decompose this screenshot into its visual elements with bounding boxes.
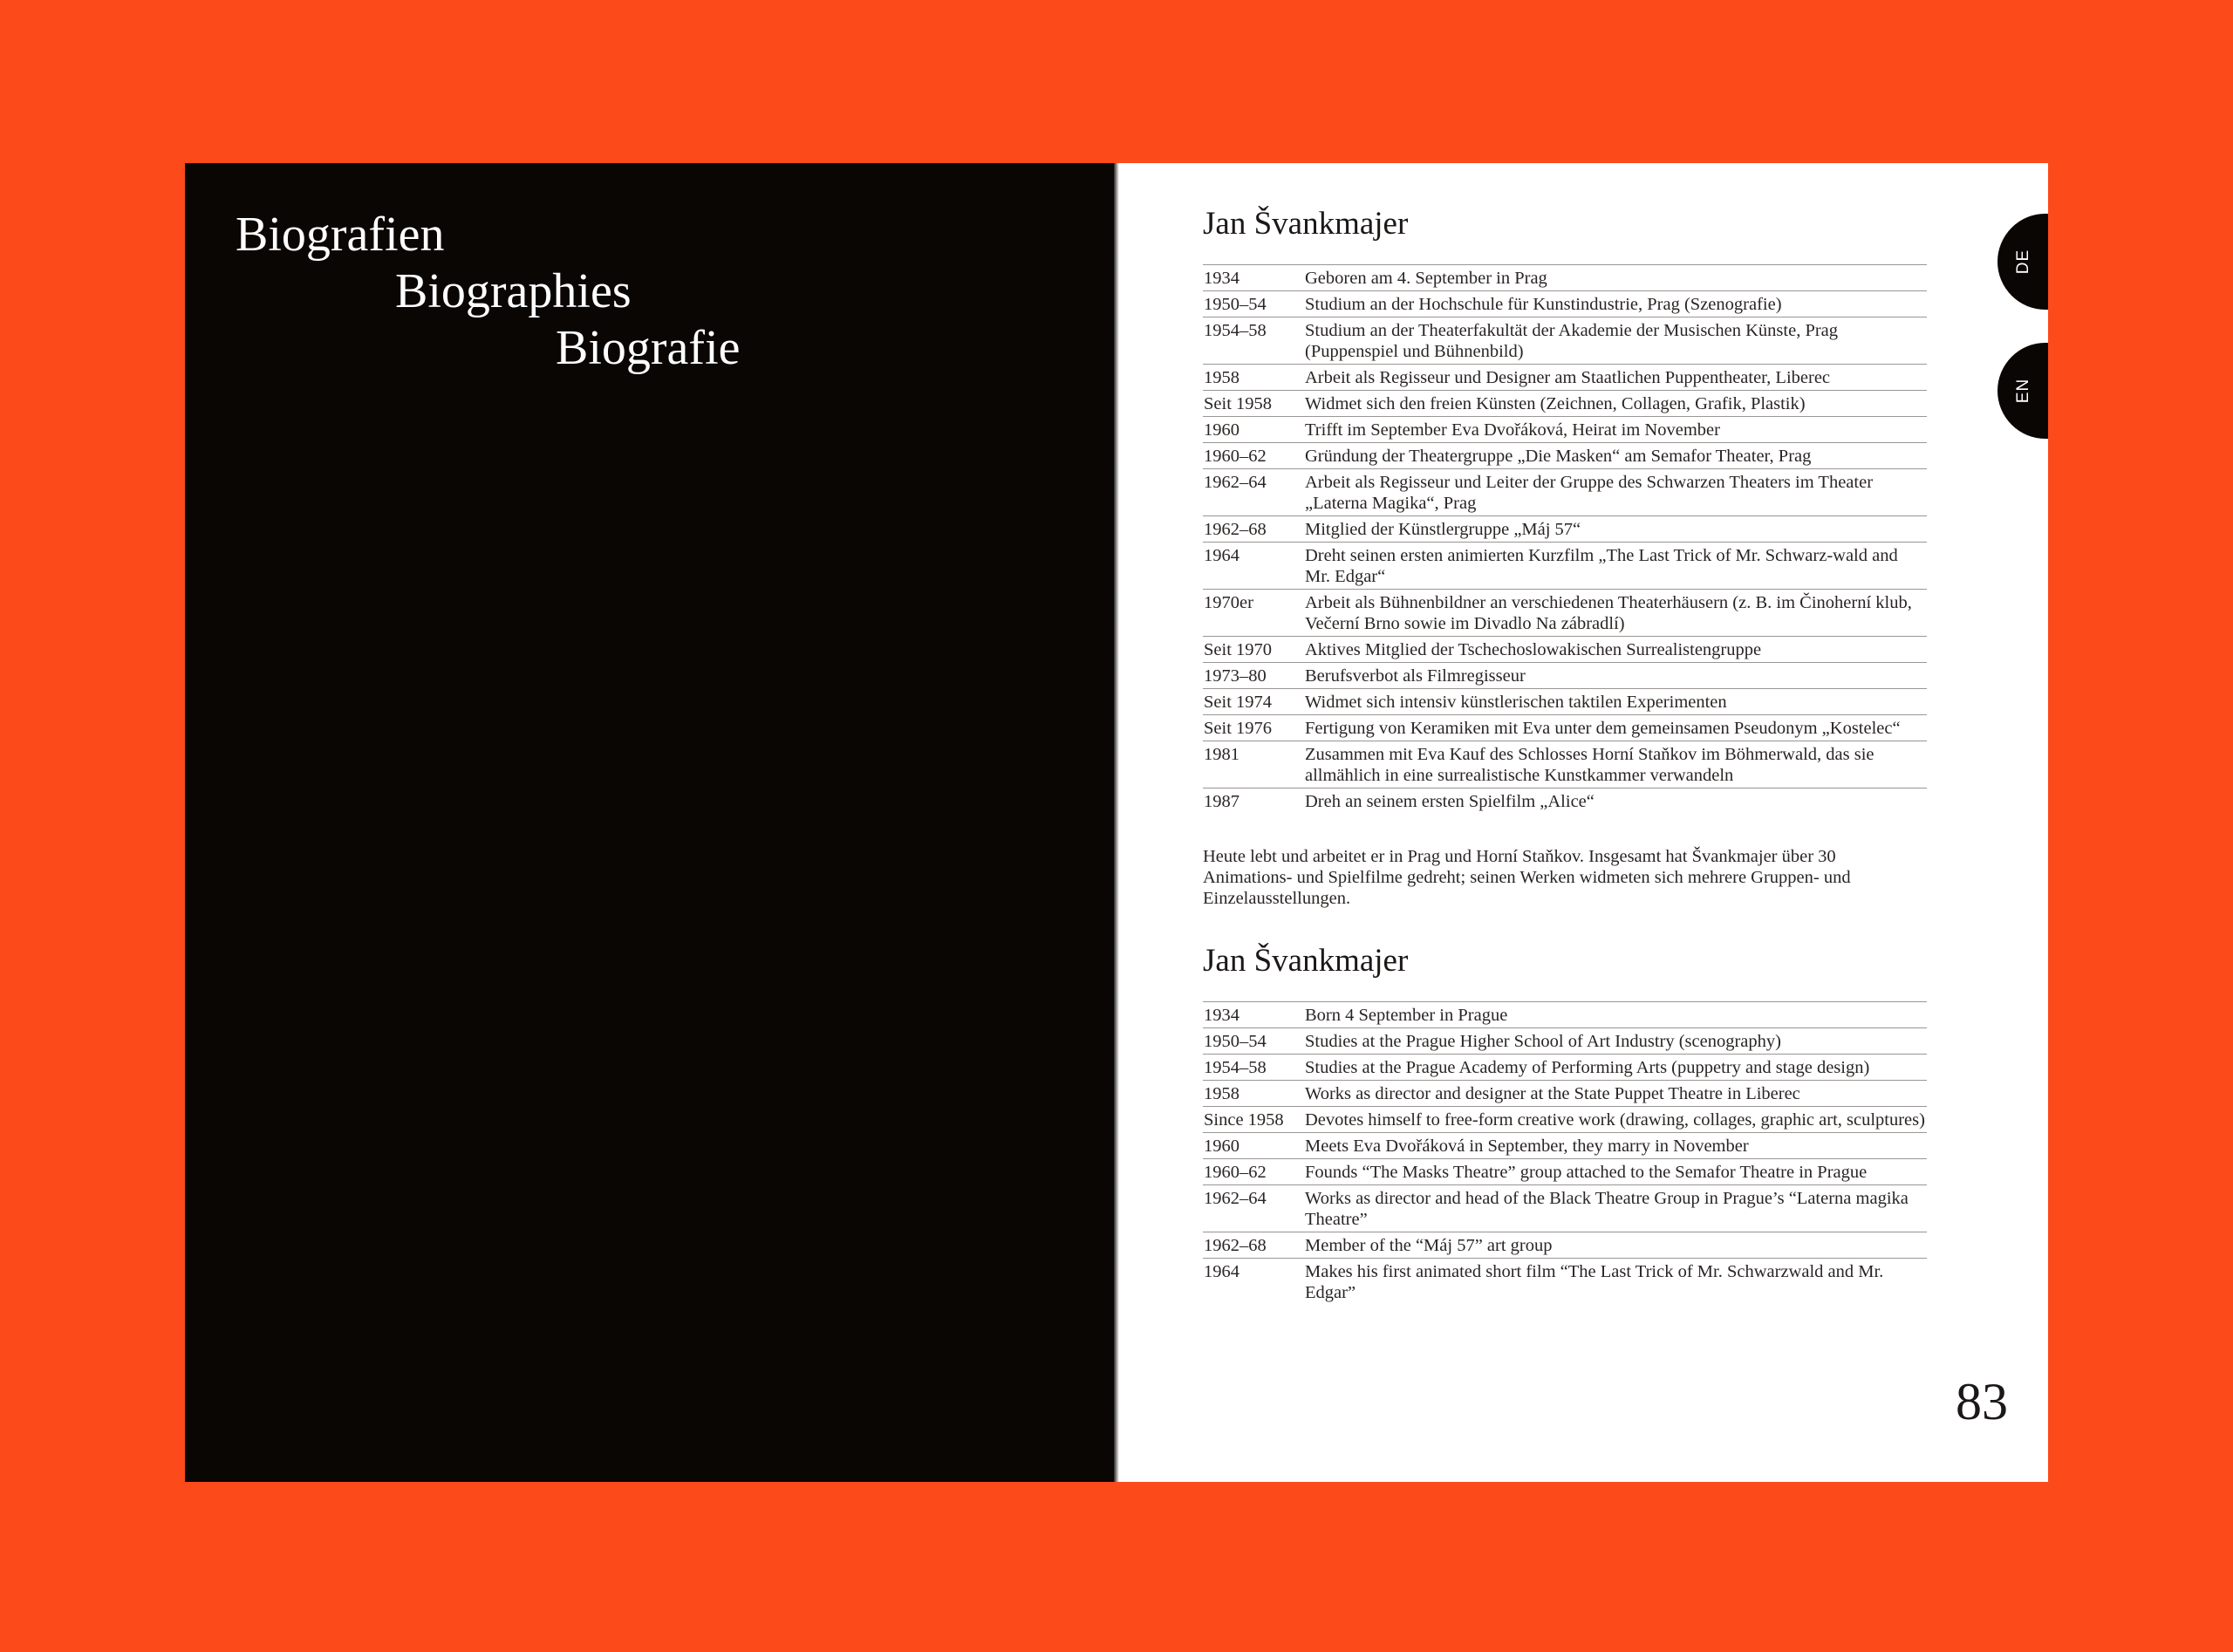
timeline-year: 1954–58	[1204, 1058, 1267, 1077]
timeline-text: Member of the “Máj 57” art group	[1305, 1236, 1553, 1255]
left-page	[185, 163, 1114, 1482]
timeline-row	[1203, 1159, 1927, 1185]
german-timeline-table	[1203, 264, 1927, 814]
timeline-text: Fertigung von Keramiken mit Eva unter dem gemeinsamen Pseudonym „Kostelec“	[1305, 719, 1901, 738]
language-tab-en[interactable]	[1997, 343, 2048, 439]
timeline-row	[1203, 1107, 1927, 1133]
timeline-row	[1203, 417, 1927, 443]
timeline-row	[1203, 443, 1927, 469]
timeline-text: Meets Eva Dvořáková in September, they marry in November	[1305, 1137, 1749, 1156]
timeline-year: 1954–58	[1204, 321, 1267, 340]
title-czech: Biografie	[556, 321, 741, 375]
timeline-year: 1964	[1204, 546, 1239, 565]
timeline-row	[1203, 265, 1927, 291]
timeline-year: 1987	[1204, 792, 1239, 811]
timeline-text: Arbeit als Regisseur und Leiter der Gruppe des Schwarzen Theaters im Theater „Laterna Magika“, Prag	[1305, 473, 1874, 513]
timeline-text: Born 4 September in Prague	[1305, 1006, 1508, 1025]
timeline-text: Studium an der Hochschule für Kunstindustrie, Prag (Szenografie)	[1305, 295, 1782, 314]
title-english: Biographies	[395, 264, 632, 318]
timeline-text: Aktives Mitglied der Tschechoslowakischen Surrealistengruppe	[1305, 640, 1762, 659]
timeline-row	[1203, 715, 1927, 741]
timeline-year: 1950–54	[1204, 1032, 1267, 1051]
timeline-row	[1203, 317, 1927, 365]
timeline-text: Founds “The Masks Theatre” group attached to the Semafor Theatre in Prague	[1305, 1163, 1868, 1182]
timeline-text: Trifft im September Eva Dvořáková, Heirat im November	[1305, 420, 1720, 440]
timeline-text: Makes his first animated short film “The Last Trick of Mr. Schwarzwald and Mr. Edgar”	[1305, 1262, 1884, 1302]
timeline-row	[1203, 1133, 1927, 1159]
timeline-year: 1964	[1204, 1262, 1239, 1281]
timeline-year: Seit 1958	[1204, 394, 1273, 413]
timeline-row	[1203, 543, 1927, 590]
timeline-year: 1958	[1204, 1084, 1239, 1103]
timeline-year: Since 1958	[1204, 1110, 1284, 1130]
timeline-row	[1203, 689, 1927, 715]
timeline-text: Works as director and head of the Black Theatre Group in Prague’s “Laterna magika Theatre”	[1305, 1189, 1909, 1229]
timeline-text: Zusammen mit Eva Kauf des Schlosses Horní Staňkov im Böhmerwald, das sie allmählich in eine surrealistische Kunstkammer verwandeln	[1305, 745, 1874, 785]
timeline-row	[1203, 391, 1927, 417]
timeline-text: Dreh an seinem ersten Spielfilm „Alice“	[1305, 792, 1595, 811]
timeline-text: Gründung der Theatergruppe „Die Masken“ am Semafor Theater, Prag	[1305, 447, 1812, 466]
timeline-year: 1973–80	[1204, 666, 1267, 686]
page-number: 83	[1956, 1373, 2008, 1430]
timeline-row	[1203, 637, 1927, 663]
timeline-text: Studies at the Prague Higher School of Art Industry (scenography)	[1305, 1032, 1781, 1051]
timeline-row	[1203, 1259, 1927, 1305]
language-tab-label: DE	[2014, 249, 2033, 275]
timeline-text: Mitglied der Künstlergruppe „Máj 57“	[1305, 520, 1581, 539]
timeline-row	[1203, 469, 1927, 516]
timeline-year: 1960–62	[1204, 1163, 1267, 1182]
timeline-row	[1203, 788, 1927, 814]
timeline-year: 1981	[1204, 745, 1239, 764]
timeline-text: Studies at the Prague Academy of Performing Arts (puppetry and stage design)	[1305, 1058, 1870, 1077]
timeline-year: Seit 1974	[1204, 693, 1273, 712]
timeline-year: 1962–68	[1204, 1236, 1267, 1255]
timeline-year: 1960–62	[1204, 447, 1267, 466]
timeline-text: Dreht seinen ersten animierten Kurzfilm „The Last Trick of Mr. Schwarz-wald and Mr. Edgar“	[1305, 546, 1898, 586]
german-section-title: Jan Švankmajer	[1203, 206, 1409, 242]
timeline-text: Berufsverbot als Filmregisseur	[1305, 666, 1526, 686]
right-page	[1119, 163, 2048, 1482]
timeline-text: Arbeit als Regisseur und Designer am Staatlichen Puppentheater, Liberec	[1305, 368, 1831, 387]
timeline-year: 1962–64	[1204, 473, 1267, 492]
timeline-year: 1970er	[1204, 593, 1253, 612]
timeline-year: 1934	[1204, 1006, 1239, 1025]
timeline-text: Widmet sich den freien Künsten (Zeichnen, Collagen, Grafik, Plastik)	[1305, 394, 1806, 413]
timeline-year: 1958	[1204, 368, 1239, 387]
timeline-row	[1203, 1002, 1927, 1028]
timeline-row	[1203, 590, 1927, 637]
language-tab-de[interactable]	[1997, 214, 2048, 310]
timeline-row	[1203, 1028, 1927, 1055]
timeline-row	[1203, 291, 1927, 317]
book-spread	[185, 163, 2048, 1482]
timeline-row	[1203, 1185, 1927, 1232]
timeline-year: 1960	[1204, 1137, 1239, 1156]
language-tab-label: EN	[2014, 378, 2033, 404]
timeline-year: 1960	[1204, 420, 1239, 440]
timeline-text: Devotes himself to free-form creative work (drawing, collages, graphic art, sculptures)	[1305, 1110, 1925, 1130]
timeline-text: Arbeit als Bühnenbildner an verschiedenen Theaterhäusern (z. B. im Činoherní klub, Večerní Brno sowie im Divadlo Na zábradlí)	[1305, 593, 1912, 633]
title-german: Biografien	[236, 208, 445, 262]
timeline-year: 1962–64	[1204, 1189, 1267, 1208]
timeline-year: Seit 1970	[1204, 640, 1273, 659]
timeline-row	[1203, 1055, 1927, 1081]
timeline-text: Geboren am 4. September in Prag	[1305, 269, 1547, 288]
timeline-row	[1203, 1081, 1927, 1107]
timeline-row	[1203, 365, 1927, 391]
timeline-year: Seit 1976	[1204, 719, 1273, 738]
timeline-year: 1934	[1204, 269, 1239, 288]
timeline-row	[1203, 663, 1927, 689]
timeline-text: Widmet sich intensiv künstlerischen taktilen Experimenten	[1305, 693, 1727, 712]
german-summary-paragraph: Heute lebt und arbeitet er in Prag und Horní Staňkov. Insgesamt hat Švankmajer über 30 Animations- und Spielfilme gedreht; seinen Werken widmeten sich mehrere Gruppen- und Einzelausstellungen.	[1203, 847, 1851, 908]
timeline-year: 1950–54	[1204, 295, 1267, 314]
english-section-title: Jan Švankmajer	[1203, 943, 1409, 979]
timeline-row	[1203, 741, 1927, 788]
timeline-text: Studium an der Theaterfakultät der Akademie der Musischen Künste, Prag (Puppenspiel und Bühnenbild)	[1305, 321, 1839, 361]
timeline-row	[1203, 516, 1927, 543]
biography-content	[1203, 207, 1927, 1305]
english-timeline-table	[1203, 1001, 1927, 1305]
timeline-row	[1203, 1232, 1927, 1259]
timeline-year: 1962–68	[1204, 520, 1267, 539]
timeline-text: Works as director and designer at the State Puppet Theatre in Liberec	[1305, 1084, 1800, 1103]
